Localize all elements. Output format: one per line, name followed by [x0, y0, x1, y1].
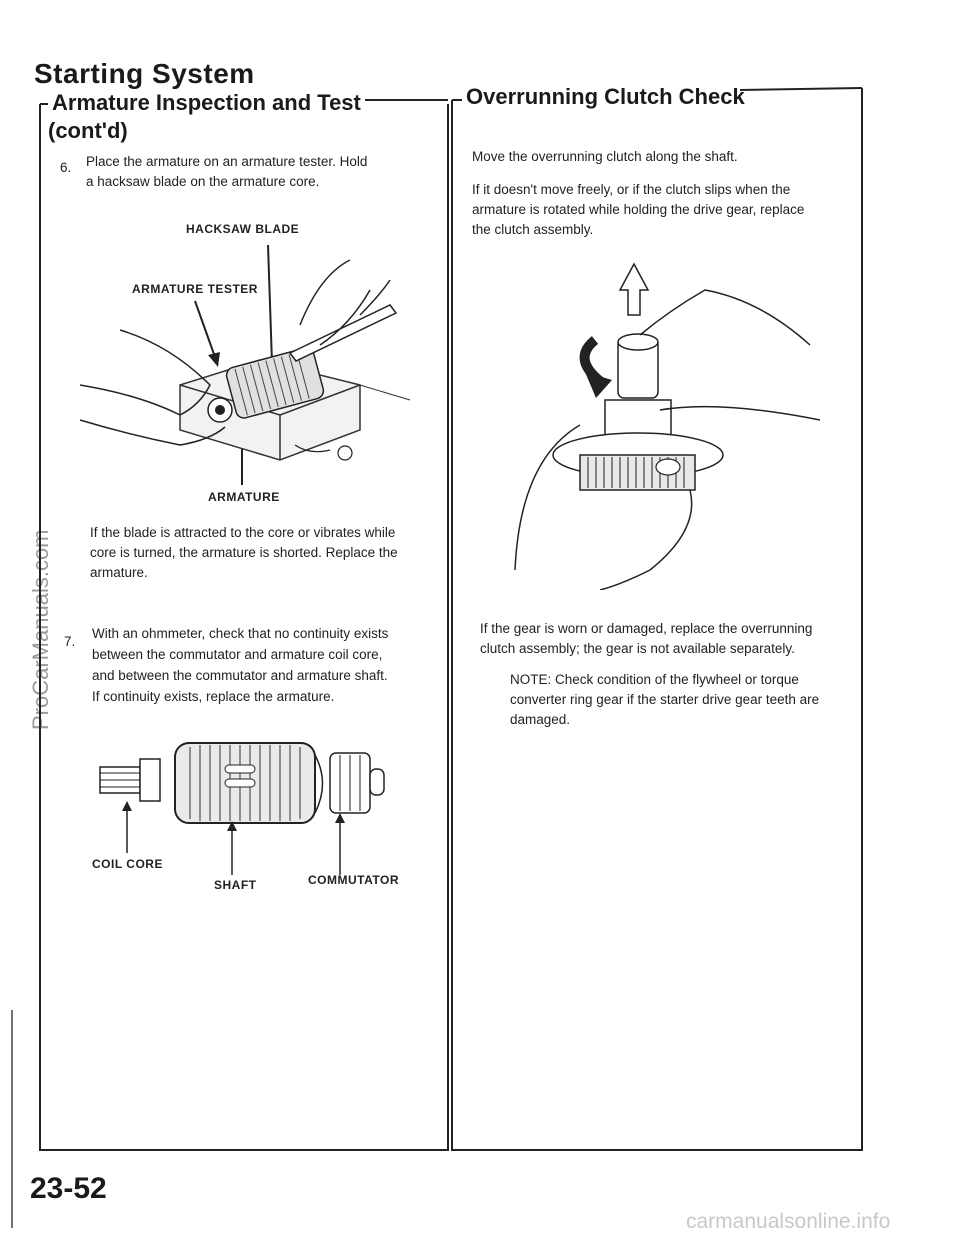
armature-inspection-title: Armature Inspection and Test [52, 90, 361, 115]
side-watermark: ProCarManuals.com [28, 529, 53, 730]
label-armature-tester: ARMATURE TESTER [132, 282, 258, 296]
note-line1: NOTE: Check condition of the flywheel or torque [510, 672, 799, 687]
shorted-text-line3: armature. [90, 565, 148, 580]
label-armature: ARMATURE [208, 490, 280, 504]
overrunning-clutch-illustration [500, 260, 840, 590]
label-coil-core: COIL CORE [92, 857, 163, 871]
step-6-number: 6. [60, 160, 72, 175]
step-7-number: 7. [64, 634, 76, 649]
armature-inspection-subtitle: (cont'd) [48, 118, 128, 143]
bottom-watermark: carmanualsonline.info [686, 1210, 891, 1233]
clutch-para2-line3: the clutch assembly. [472, 222, 594, 237]
step-7-text-line2: between the commutator and armature coil core, [92, 647, 383, 662]
label-commutator: COMMUTATOR [308, 873, 399, 887]
label-shaft: SHAFT [214, 878, 257, 892]
section-title: Starting System [34, 58, 255, 89]
overrunning-clutch-title: Overrunning Clutch Check [466, 84, 745, 109]
step-7-text-line4: If continuity exists, replace the armature. [92, 689, 335, 704]
shorted-text-line1: If the blade is attracted to the core or vibrates while [90, 525, 396, 540]
clutch-para2-line2: armature is rotated while holding the drive gear, replace [472, 202, 805, 217]
clutch-para3-line1: If the gear is worn or damaged, replace the overrunning [480, 621, 813, 636]
step-7-text-line1: With an ohmmeter, check that no continuity exists [92, 626, 389, 641]
note-line3: damaged. [510, 712, 571, 727]
step-7-text-line3: and between the commutator and armature shaft. [92, 668, 388, 683]
shorted-text-line2: core is turned, the armature is shorted. Replace the [90, 545, 398, 560]
step-6-text-line2: a hacksaw blade on the armature core. [86, 174, 320, 189]
clutch-para1: Move the overrunning clutch along the shaft. [472, 149, 738, 164]
note-line2: converter ring gear if the starter drive gear teeth are [510, 692, 820, 707]
step-6-text-line1: Place the armature on an armature tester. Hold [86, 154, 368, 169]
armature-illustration [90, 735, 400, 875]
clutch-para2-line1: If it doesn't move freely, or if the clutch slips when the [472, 182, 791, 197]
page-number: 23-52 [30, 1172, 107, 1205]
armature-tester-illustration [60, 235, 430, 485]
clutch-para3-line2: clutch assembly; the gear is not available separately. [480, 641, 795, 656]
label-hacksaw-blade: HACKSAW BLADE [186, 222, 300, 236]
